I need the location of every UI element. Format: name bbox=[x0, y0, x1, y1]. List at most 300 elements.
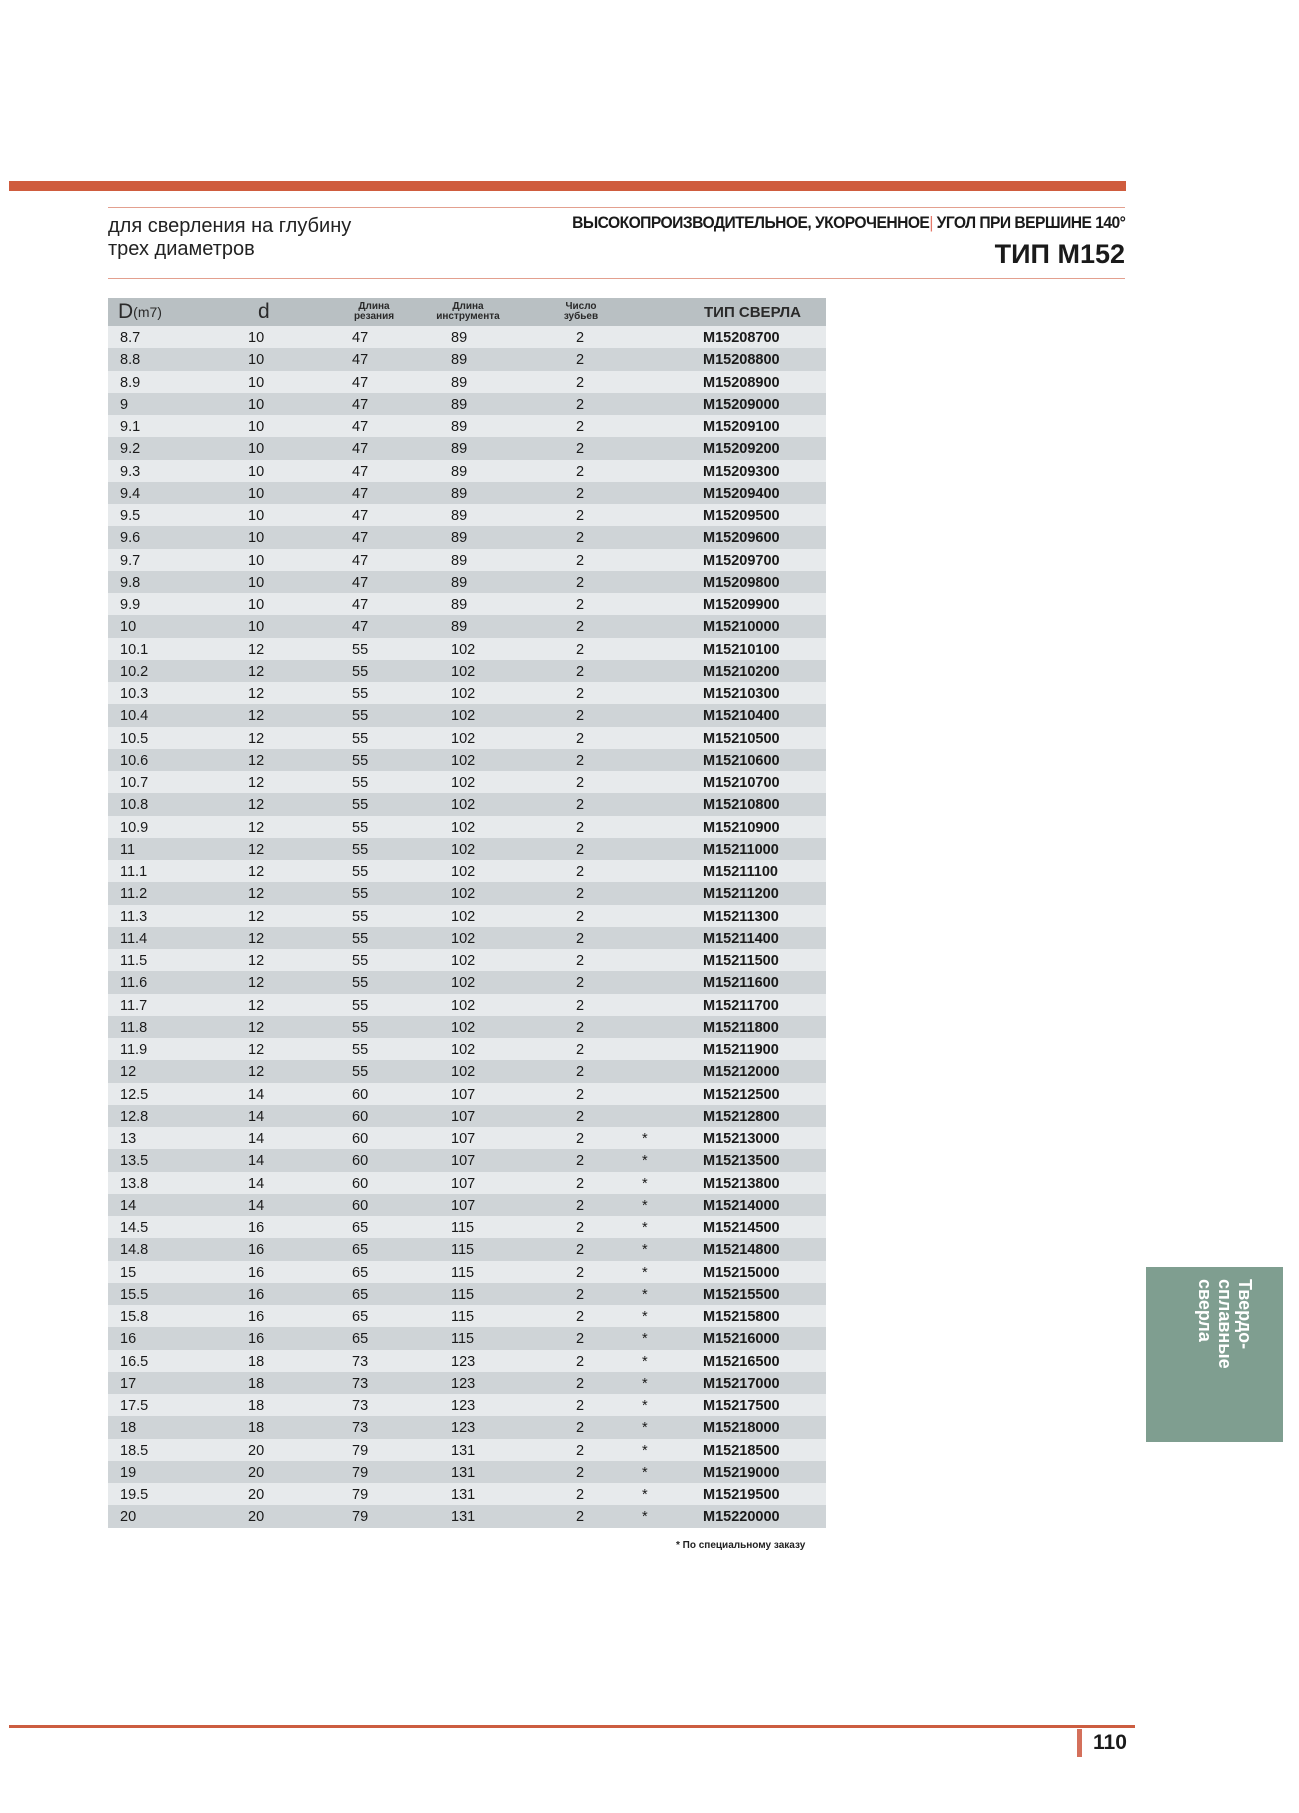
cell-tool-length: 131 bbox=[451, 1487, 476, 1503]
table-row bbox=[108, 749, 826, 771]
col-header-cut-length bbox=[344, 298, 404, 326]
cell-diameter: 10.8 bbox=[120, 797, 149, 814]
cell-shank: 16 bbox=[248, 1242, 265, 1259]
cell-cut-length: 65 bbox=[352, 1331, 369, 1348]
cell-drill-type: M15210000 bbox=[703, 619, 780, 636]
cell-shank: 12 bbox=[248, 663, 265, 680]
cell-cut-length: 55 bbox=[352, 886, 369, 903]
cell-diameter: 17 bbox=[120, 1375, 137, 1392]
cell-diameter: 9.7 bbox=[120, 552, 141, 569]
cell-diameter: 11.5 bbox=[120, 953, 148, 969]
cell-cut-length: 47 bbox=[352, 485, 369, 502]
cell-teeth: 2 bbox=[576, 775, 585, 791]
cell-tool-length: 89 bbox=[451, 574, 468, 591]
cell-drill-type: M15220000 bbox=[703, 1509, 780, 1526]
page-subtitle bbox=[108, 215, 351, 261]
cell-cut-length: 60 bbox=[352, 1175, 369, 1192]
cell-special-order: * bbox=[642, 1153, 648, 1170]
table-body bbox=[108, 326, 826, 1528]
cell-cut-length: 73 bbox=[352, 1375, 369, 1392]
cell-shank: 16 bbox=[248, 1286, 265, 1303]
cell-cut-length: 65 bbox=[352, 1220, 369, 1236]
category-separator: | bbox=[928, 213, 933, 232]
cell-special-order: * bbox=[642, 1375, 648, 1392]
cell-shank: 20 bbox=[248, 1487, 265, 1503]
cell-shank: 12 bbox=[248, 730, 265, 747]
table-row bbox=[108, 994, 826, 1016]
cell-drill-type: M15211400 bbox=[703, 930, 779, 947]
table-row bbox=[108, 949, 826, 971]
cell-tool-length: 89 bbox=[451, 352, 468, 369]
cell-tool-length: 123 bbox=[451, 1375, 476, 1392]
category-right: УГОЛ ПРИ ВЕРШИНЕ 140° bbox=[936, 213, 1125, 232]
cell-tool-length: 107 bbox=[451, 1175, 476, 1192]
col-header-tool-length-line1: Длина bbox=[452, 301, 484, 312]
cell-drill-type: M15218500 bbox=[703, 1442, 780, 1459]
table-row bbox=[108, 1416, 826, 1438]
table-row bbox=[108, 1038, 826, 1060]
cell-drill-type: M15217000 bbox=[703, 1375, 780, 1392]
col-header-tool-length-line2: инструмента bbox=[436, 311, 500, 322]
col-header-D-label: D bbox=[118, 300, 134, 323]
cell-drill-type: M15209100 bbox=[703, 419, 780, 435]
cell-diameter: 11.9 bbox=[120, 1042, 148, 1058]
cell-tool-length: 89 bbox=[451, 419, 468, 435]
cell-teeth: 2 bbox=[576, 419, 585, 435]
cell-diameter: 9.3 bbox=[120, 463, 141, 480]
cell-cut-length: 47 bbox=[352, 530, 369, 547]
cell-tool-length: 89 bbox=[451, 396, 468, 413]
cell-cut-length: 60 bbox=[352, 1086, 369, 1103]
cell-teeth: 2 bbox=[576, 552, 585, 569]
cell-drill-type: M15218000 bbox=[703, 1420, 780, 1437]
cell-cut-length: 79 bbox=[352, 1509, 369, 1526]
cell-tool-length: 102 bbox=[451, 797, 476, 814]
cell-cut-length: 65 bbox=[352, 1242, 369, 1259]
cell-special-order: * bbox=[642, 1509, 648, 1526]
table-row bbox=[108, 415, 826, 437]
cell-shank: 12 bbox=[248, 930, 265, 947]
cell-cut-length: 47 bbox=[352, 574, 369, 591]
cell-special-order: * bbox=[642, 1175, 648, 1192]
cell-cut-length: 55 bbox=[352, 975, 369, 992]
table-row bbox=[108, 1194, 826, 1216]
cell-diameter: 9.1 bbox=[120, 419, 141, 435]
cell-shank: 18 bbox=[248, 1375, 265, 1392]
col-header-d: d bbox=[258, 300, 270, 323]
cell-cut-length: 47 bbox=[352, 441, 369, 458]
table-header-row bbox=[108, 298, 826, 326]
cell-cut-length: 47 bbox=[352, 463, 369, 480]
cell-teeth: 2 bbox=[576, 1375, 585, 1392]
cell-cut-length: 47 bbox=[352, 352, 369, 369]
cell-diameter: 14 bbox=[120, 1197, 137, 1214]
cell-shank: 12 bbox=[248, 686, 265, 702]
cell-diameter: 11.7 bbox=[120, 997, 148, 1014]
cell-special-order: * bbox=[642, 1487, 648, 1503]
table-row bbox=[108, 905, 826, 927]
cell-shank: 12 bbox=[248, 708, 265, 725]
cell-drill-type: M15211300 bbox=[703, 908, 779, 925]
cell-tool-length: 102 bbox=[451, 1042, 476, 1058]
footnote: * По специальному заказу bbox=[676, 1540, 806, 1551]
cell-diameter: 11 bbox=[120, 841, 136, 858]
cell-teeth: 2 bbox=[576, 641, 585, 658]
cell-cut-length: 73 bbox=[352, 1420, 369, 1437]
page-number: 110 bbox=[1093, 1731, 1127, 1754]
table-row bbox=[108, 437, 826, 459]
cell-shank: 12 bbox=[248, 797, 265, 814]
cell-drill-type: M15209300 bbox=[703, 463, 780, 480]
cell-drill-type: M15210600 bbox=[703, 752, 780, 769]
table-row bbox=[108, 771, 826, 793]
cell-drill-type: M15216500 bbox=[703, 1353, 780, 1370]
cell-teeth: 2 bbox=[576, 730, 585, 747]
table-row bbox=[108, 1350, 826, 1372]
cell-diameter: 15 bbox=[120, 1264, 137, 1281]
cell-tool-length: 102 bbox=[451, 930, 476, 947]
cell-cut-length: 60 bbox=[352, 1153, 369, 1170]
cell-tool-length: 131 bbox=[451, 1442, 476, 1459]
cell-drill-type: M15216000 bbox=[703, 1331, 780, 1348]
cell-drill-type: M15210300 bbox=[703, 686, 780, 702]
cell-shank: 20 bbox=[248, 1464, 265, 1481]
table-row bbox=[108, 393, 826, 415]
cell-tool-length: 107 bbox=[451, 1131, 476, 1147]
cell-shank: 10 bbox=[248, 441, 265, 458]
table-row bbox=[108, 793, 826, 815]
cell-teeth: 2 bbox=[576, 864, 585, 880]
cell-diameter: 10 bbox=[120, 619, 137, 636]
table-row bbox=[108, 1327, 826, 1349]
cell-diameter: 10.4 bbox=[120, 708, 149, 725]
table-row bbox=[108, 1261, 826, 1283]
cell-tool-length: 89 bbox=[451, 530, 468, 547]
cell-teeth: 2 bbox=[576, 1509, 585, 1526]
cell-teeth: 2 bbox=[576, 1042, 585, 1058]
cell-cut-length: 55 bbox=[352, 930, 369, 947]
col-header-D bbox=[118, 298, 162, 326]
cell-tool-length: 123 bbox=[451, 1420, 476, 1437]
cell-tool-length: 107 bbox=[451, 1108, 476, 1125]
cell-teeth: 2 bbox=[576, 1175, 585, 1192]
table-row bbox=[108, 971, 826, 993]
cell-drill-type: M15215500 bbox=[703, 1286, 780, 1303]
cell-shank: 14 bbox=[248, 1175, 265, 1192]
cell-teeth: 2 bbox=[576, 997, 585, 1014]
cell-teeth: 2 bbox=[576, 1019, 585, 1036]
table-row bbox=[108, 482, 826, 504]
cell-diameter: 15.5 bbox=[120, 1286, 149, 1303]
table-row bbox=[108, 1172, 826, 1194]
cell-drill-type: M15212000 bbox=[703, 1064, 780, 1081]
cell-drill-type: M15213500 bbox=[703, 1153, 780, 1170]
cell-diameter: 10.9 bbox=[120, 819, 149, 836]
cell-cut-length: 65 bbox=[352, 1309, 369, 1325]
cell-tool-length: 123 bbox=[451, 1398, 476, 1414]
table-row bbox=[108, 526, 826, 548]
cell-diameter: 9.6 bbox=[120, 530, 141, 547]
cell-drill-type: M15211200 bbox=[703, 886, 779, 903]
cell-cut-length: 55 bbox=[352, 663, 369, 680]
cell-diameter: 12.5 bbox=[120, 1086, 149, 1103]
cell-special-order: * bbox=[642, 1331, 648, 1348]
cell-tool-length: 107 bbox=[451, 1197, 476, 1214]
cell-shank: 18 bbox=[248, 1398, 265, 1414]
cell-tool-length: 89 bbox=[451, 374, 468, 391]
cell-diameter: 9.4 bbox=[120, 485, 141, 502]
cell-teeth: 2 bbox=[576, 1220, 585, 1236]
cell-shank: 16 bbox=[248, 1220, 265, 1236]
cell-teeth: 2 bbox=[576, 463, 585, 480]
cell-cut-length: 55 bbox=[352, 775, 369, 791]
cell-teeth: 2 bbox=[576, 1331, 585, 1348]
cell-shank: 10 bbox=[248, 574, 265, 591]
cell-teeth: 2 bbox=[576, 1131, 585, 1147]
cell-cut-length: 47 bbox=[352, 619, 369, 636]
cell-tool-length: 115 bbox=[451, 1331, 475, 1348]
section-tab[interactable] bbox=[1146, 1267, 1283, 1442]
cell-teeth: 2 bbox=[576, 1242, 585, 1259]
col-header-teeth bbox=[556, 298, 606, 326]
cell-diameter: 19 bbox=[120, 1464, 137, 1481]
cell-diameter: 11.2 bbox=[120, 886, 148, 903]
cell-special-order: * bbox=[642, 1197, 648, 1214]
cell-drill-type: M15210500 bbox=[703, 730, 780, 747]
table-row bbox=[108, 682, 826, 704]
cell-diameter: 18 bbox=[120, 1420, 137, 1437]
cell-cut-length: 55 bbox=[352, 908, 369, 925]
section-tab-line: Твердо- bbox=[1235, 1279, 1255, 1350]
cell-drill-type: M15208700 bbox=[703, 330, 780, 346]
cell-diameter: 8.9 bbox=[120, 374, 141, 391]
cell-tool-length: 115 bbox=[451, 1309, 475, 1325]
cell-drill-type: M15211800 bbox=[703, 1019, 779, 1036]
cell-shank: 16 bbox=[248, 1331, 265, 1348]
cell-diameter: 16 bbox=[120, 1331, 137, 1348]
cell-shank: 10 bbox=[248, 552, 265, 569]
cell-drill-type: M15210200 bbox=[703, 663, 780, 680]
cell-shank: 10 bbox=[248, 463, 265, 480]
cell-cut-length: 55 bbox=[352, 1064, 369, 1081]
cell-shank: 10 bbox=[248, 597, 265, 613]
cell-drill-type: M15211000 bbox=[703, 841, 779, 858]
cell-shank: 12 bbox=[248, 975, 265, 992]
cell-shank: 12 bbox=[248, 864, 265, 880]
cell-shank: 12 bbox=[248, 886, 265, 903]
cell-diameter: 18.5 bbox=[120, 1442, 149, 1459]
footer-accent-line bbox=[9, 1725, 1135, 1728]
cell-drill-type: M15209800 bbox=[703, 574, 780, 591]
cell-diameter: 9.9 bbox=[120, 597, 141, 613]
cell-cut-length: 55 bbox=[352, 686, 369, 702]
cell-teeth: 2 bbox=[576, 352, 585, 369]
cell-cut-length: 73 bbox=[352, 1398, 369, 1414]
cell-teeth: 2 bbox=[576, 1108, 585, 1125]
cell-shank: 12 bbox=[248, 908, 265, 925]
table-row bbox=[108, 727, 826, 749]
cell-cut-length: 55 bbox=[352, 641, 369, 658]
cell-shank: 18 bbox=[248, 1420, 265, 1437]
cell-tool-length: 89 bbox=[451, 597, 468, 613]
cell-teeth: 2 bbox=[576, 1086, 585, 1103]
cell-drill-type: M15214500 bbox=[703, 1220, 780, 1236]
cell-diameter: 10.3 bbox=[120, 686, 149, 702]
cell-tool-length: 102 bbox=[451, 641, 476, 658]
cell-shank: 10 bbox=[248, 352, 265, 369]
cell-tool-length: 115 bbox=[451, 1242, 475, 1259]
drill-spec-table bbox=[108, 298, 826, 1528]
cell-diameter: 8.8 bbox=[120, 352, 141, 369]
cell-tool-length: 102 bbox=[451, 730, 476, 747]
cell-drill-type: M15209400 bbox=[703, 485, 780, 502]
table-row bbox=[108, 571, 826, 593]
cell-special-order: * bbox=[642, 1464, 648, 1481]
cell-special-order: * bbox=[642, 1220, 648, 1236]
cell-shank: 10 bbox=[248, 419, 265, 435]
header-divider-top bbox=[108, 207, 1125, 208]
top-accent-bar bbox=[9, 181, 1126, 191]
cell-cut-length: 47 bbox=[352, 330, 369, 346]
cell-shank: 12 bbox=[248, 841, 265, 858]
cell-cut-length: 60 bbox=[352, 1197, 369, 1214]
cell-drill-type: M15208900 bbox=[703, 374, 780, 391]
cell-drill-type: M15219000 bbox=[703, 1464, 780, 1481]
cell-tool-length: 102 bbox=[451, 864, 476, 880]
cell-teeth: 2 bbox=[576, 574, 585, 591]
cell-diameter: 12.8 bbox=[120, 1108, 149, 1125]
cell-shank: 10 bbox=[248, 396, 265, 413]
cell-drill-type: M15211900 bbox=[703, 1042, 779, 1058]
table-row bbox=[108, 704, 826, 726]
cell-shank: 12 bbox=[248, 641, 265, 658]
cell-tool-length: 123 bbox=[451, 1353, 476, 1370]
table-row bbox=[108, 638, 826, 660]
cell-cut-length: 47 bbox=[352, 374, 369, 391]
cell-cut-length: 55 bbox=[352, 864, 369, 880]
cell-teeth: 2 bbox=[576, 1487, 585, 1503]
category-line bbox=[572, 213, 1125, 233]
table-row bbox=[108, 549, 826, 571]
cell-shank: 12 bbox=[248, 1019, 265, 1036]
cell-tool-length: 102 bbox=[451, 841, 476, 858]
col-header-type: ТИП СВЕРЛА bbox=[704, 303, 801, 321]
cell-cut-length: 73 bbox=[352, 1353, 369, 1370]
cell-cut-length: 79 bbox=[352, 1442, 369, 1459]
cell-teeth: 2 bbox=[576, 930, 585, 947]
category-header bbox=[524, 213, 1125, 270]
cell-teeth: 2 bbox=[576, 663, 585, 680]
cell-teeth: 2 bbox=[576, 1309, 585, 1325]
cell-cut-length: 47 bbox=[352, 508, 369, 524]
cell-teeth: 2 bbox=[576, 508, 585, 524]
cell-cut-length: 55 bbox=[352, 730, 369, 747]
table-row bbox=[108, 1127, 826, 1149]
cell-teeth: 2 bbox=[576, 1286, 585, 1303]
cell-drill-type: M15208800 bbox=[703, 352, 780, 369]
cell-diameter: 11.1 bbox=[120, 864, 148, 880]
cell-cut-length: 47 bbox=[352, 419, 369, 435]
cell-special-order: * bbox=[642, 1442, 648, 1459]
cell-cut-length: 47 bbox=[352, 396, 369, 413]
cell-diameter: 10.2 bbox=[120, 663, 149, 680]
cell-teeth: 2 bbox=[576, 686, 585, 702]
col-header-D-tolerance: (m7) bbox=[133, 304, 162, 320]
cell-special-order: * bbox=[642, 1309, 648, 1325]
cell-shank: 16 bbox=[248, 1309, 265, 1325]
col-header-teeth-line2: зубьев bbox=[563, 311, 599, 322]
table-row bbox=[108, 1083, 826, 1105]
category-left: ВЫСОКОПРОИЗВОДИТЕЛЬНОЕ, УКОРОЧЕННОЕ bbox=[571, 213, 929, 232]
table-row bbox=[108, 1394, 826, 1416]
cell-drill-type: M15213800 bbox=[703, 1175, 780, 1192]
cell-teeth: 2 bbox=[576, 1264, 585, 1281]
cell-teeth: 2 bbox=[576, 1197, 585, 1214]
cell-drill-type: M15209700 bbox=[703, 552, 780, 569]
cell-tool-length: 102 bbox=[451, 953, 476, 969]
cell-teeth: 2 bbox=[576, 330, 585, 346]
table-row bbox=[108, 1216, 826, 1238]
cell-tool-length: 115 bbox=[451, 1286, 475, 1303]
table-row bbox=[108, 860, 826, 882]
cell-tool-length: 115 bbox=[451, 1220, 475, 1236]
cell-tool-length: 102 bbox=[451, 819, 476, 836]
cell-drill-type: M15212500 bbox=[703, 1086, 780, 1103]
cell-shank: 14 bbox=[248, 1108, 265, 1125]
cell-tool-length: 102 bbox=[451, 686, 476, 702]
cell-special-order: * bbox=[642, 1264, 648, 1281]
cell-diameter: 11.8 bbox=[120, 1019, 148, 1036]
subtitle-line-1: для сверления на глубину bbox=[108, 215, 352, 237]
cell-cut-length: 55 bbox=[352, 1042, 369, 1058]
cell-drill-type: M15209600 bbox=[703, 530, 780, 547]
cell-shank: 14 bbox=[248, 1153, 265, 1170]
cell-diameter: 20 bbox=[120, 1509, 137, 1526]
section-tab-line: сплавные bbox=[1215, 1279, 1235, 1369]
table-row bbox=[108, 326, 826, 348]
cell-drill-type: M15217500 bbox=[703, 1398, 780, 1414]
cell-diameter: 12 bbox=[120, 1064, 137, 1081]
cell-diameter: 17.5 bbox=[120, 1398, 149, 1414]
cell-cut-length: 65 bbox=[352, 1286, 369, 1303]
cell-shank: 12 bbox=[248, 997, 265, 1014]
cell-tool-length: 102 bbox=[451, 908, 476, 925]
page-marker bbox=[1077, 1729, 1082, 1757]
cell-teeth: 2 bbox=[576, 597, 585, 613]
cell-tool-length: 89 bbox=[451, 463, 468, 480]
table-row bbox=[108, 504, 826, 526]
cell-cut-length: 79 bbox=[352, 1464, 369, 1481]
cell-diameter: 14.8 bbox=[120, 1242, 149, 1259]
cell-special-order: * bbox=[642, 1242, 648, 1259]
cell-teeth: 2 bbox=[576, 1442, 585, 1459]
cell-drill-type: M15211500 bbox=[703, 953, 779, 969]
cell-diameter: 8.7 bbox=[120, 330, 141, 346]
cell-special-order: * bbox=[642, 1131, 648, 1147]
cell-special-order: * bbox=[642, 1420, 648, 1437]
cell-cut-length: 55 bbox=[352, 997, 369, 1014]
cell-shank: 20 bbox=[248, 1442, 265, 1459]
table-row bbox=[108, 1505, 826, 1527]
cell-shank: 12 bbox=[248, 819, 265, 836]
table-row bbox=[108, 371, 826, 393]
cell-drill-type: M15210400 bbox=[703, 708, 780, 725]
col-header-cut-length-line2: резания bbox=[353, 311, 395, 322]
cell-teeth: 2 bbox=[576, 841, 585, 858]
cell-diameter: 10.6 bbox=[120, 752, 149, 769]
col-header-teeth-line1: Число bbox=[565, 301, 597, 312]
table-row bbox=[108, 593, 826, 615]
